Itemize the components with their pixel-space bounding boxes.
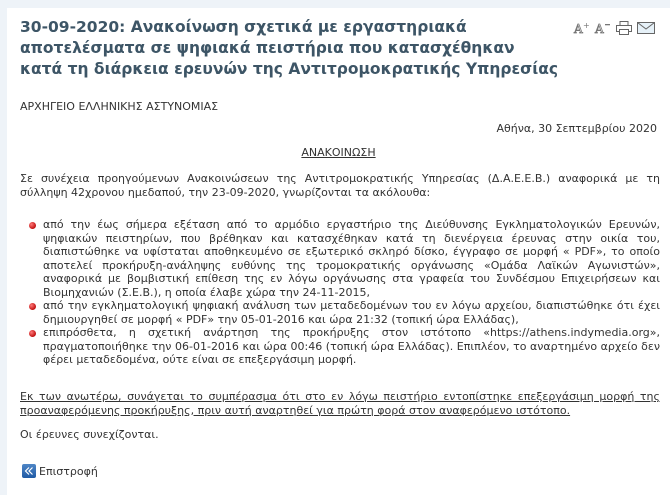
back-link[interactable] [22, 464, 98, 478]
bullet-icon [29, 222, 36, 229]
announcement-page [7, 8, 670, 495]
closing-paragraph: Οι έρευνες συνεχίζονται. [20, 428, 159, 441]
page-title: 30-09-2020: Ανακοίνωση σχετικά με εργαστηριακά αποτελέσματα σε ψηφιακά πειστήρια που κατασχέθηκαν κατά τη διάρκεια ερευνών της Αντιτρομοκρατικής Υπηρεσίας [20, 18, 559, 78]
finding-text: από την εγκληματολογική ψηφιακή ανάλυση των μεταδεδομένων του εν λόγω αρχείου, διαπιστώθηκε ότι έχει δημιουργηθεί σε μορφή « PDF» την 05-01-2016 και ώρα 21:32 (τοπική ώρα Ελλάδας), [43, 299, 660, 326]
font-decrease-icon [594, 20, 612, 36]
finding-text: από την έως σήμερα εξέταση από το αρμόδιο εργαστήριο της Διεύθυνσης Εγκληματολογικών Ερευνών, ψηφιακών πειστηρίων, που βρέθηκαν και κατασχέθηκαν κατά τη διενέργεια έρευνας στην οικία του, διαπιστώθηκε να υφίσταται αποθηκευμένο σε εξωτερικό σκληρό δίσκο, έγγραφο σε μορφή « PDF», το οποίο αποτελεί προκήρυξη-ανάληψης ευθύνης της τρομοκρατικής οργάνωσης «Ομάδα Λαϊκών Αγωνιστών», αναφορικά με βομβιστική επίθεση της εν λόγω οργάνωσης στα γραφεία του Συνδέσμου Επιχειρήσεων και Βιομηχανιών (Σ.Ε.Β.), η οποία έλαβε χώρα την 24-11-2015, [43, 218, 660, 299]
findings-list [20, 218, 660, 367]
font-increase-icon [573, 20, 591, 36]
intro-paragraph: Σε συνέχεια προηγούμενων Ανακοινώσεων της Αντιτρομοκρατικής Υπηρεσίας (Δ.Α.Ε.Ε.Β.) αναφορικά με τη σύλληψη 42χρονου ημεδαπού, την 23-09-2020, γνωρίζονται τα ακόλουθα: [20, 172, 660, 199]
organization-name: ΑΡΧΗΓΕΙΟ ΕΛΛΗΝΙΚΗΣ ΑΣΤΥΝΟΜΙΑΣ [20, 100, 219, 113]
list-item [20, 218, 660, 299]
svg-text:+: + [583, 21, 590, 30]
list-item [20, 299, 660, 326]
email-button[interactable] [636, 20, 656, 36]
list-item [20, 326, 660, 367]
bullet-icon [29, 303, 36, 310]
finding-text: επιπρόσθετα, η σχετική ανάρτηση της προκήρυξης στον ιστότοπο «https://athens.indymedia.org», πραγματοποιήθηκε την 06-01-2016 και ώρα 00:46 (τοπική ώρα Ελλάδας). Επιπλέον, το αναρτημένο αρχείο δεν φέρει μεταδεδομένα, ούτε είναι σε επεξεργάσιμη μορφή. [43, 326, 660, 366]
print-button[interactable] [615, 20, 633, 36]
envelope-icon [636, 20, 656, 36]
place-date: Αθήνα, 30 Σεπτεμβρίου 2020 [496, 122, 657, 135]
svg-text:A: A [595, 22, 604, 36]
double-chevron-left-icon [22, 464, 36, 478]
svg-text:A: A [574, 22, 583, 36]
decrease-font-button[interactable] [594, 20, 612, 36]
bullet-icon [29, 330, 36, 337]
toolbar [573, 18, 656, 38]
conclusion-paragraph: Εκ των ανωτέρω, συνάγεται το συμπέρασμα ότι στο εν λόγω πειστήριο εντοπίστηκε επεξεργάσιμη μορφή της προαναφερόμενης προκήρυξης, πριν αυτή αναρτηθεί για πρώτη φορά στον αναφερόμενο ιστότοπο. [20, 390, 660, 417]
back-label: Επιστροφή [39, 464, 98, 478]
printer-icon [615, 20, 633, 36]
announcement-heading: ΑΝΑΚΟΙΝΩΣΗ [301, 146, 376, 159]
increase-font-button[interactable] [573, 20, 591, 36]
